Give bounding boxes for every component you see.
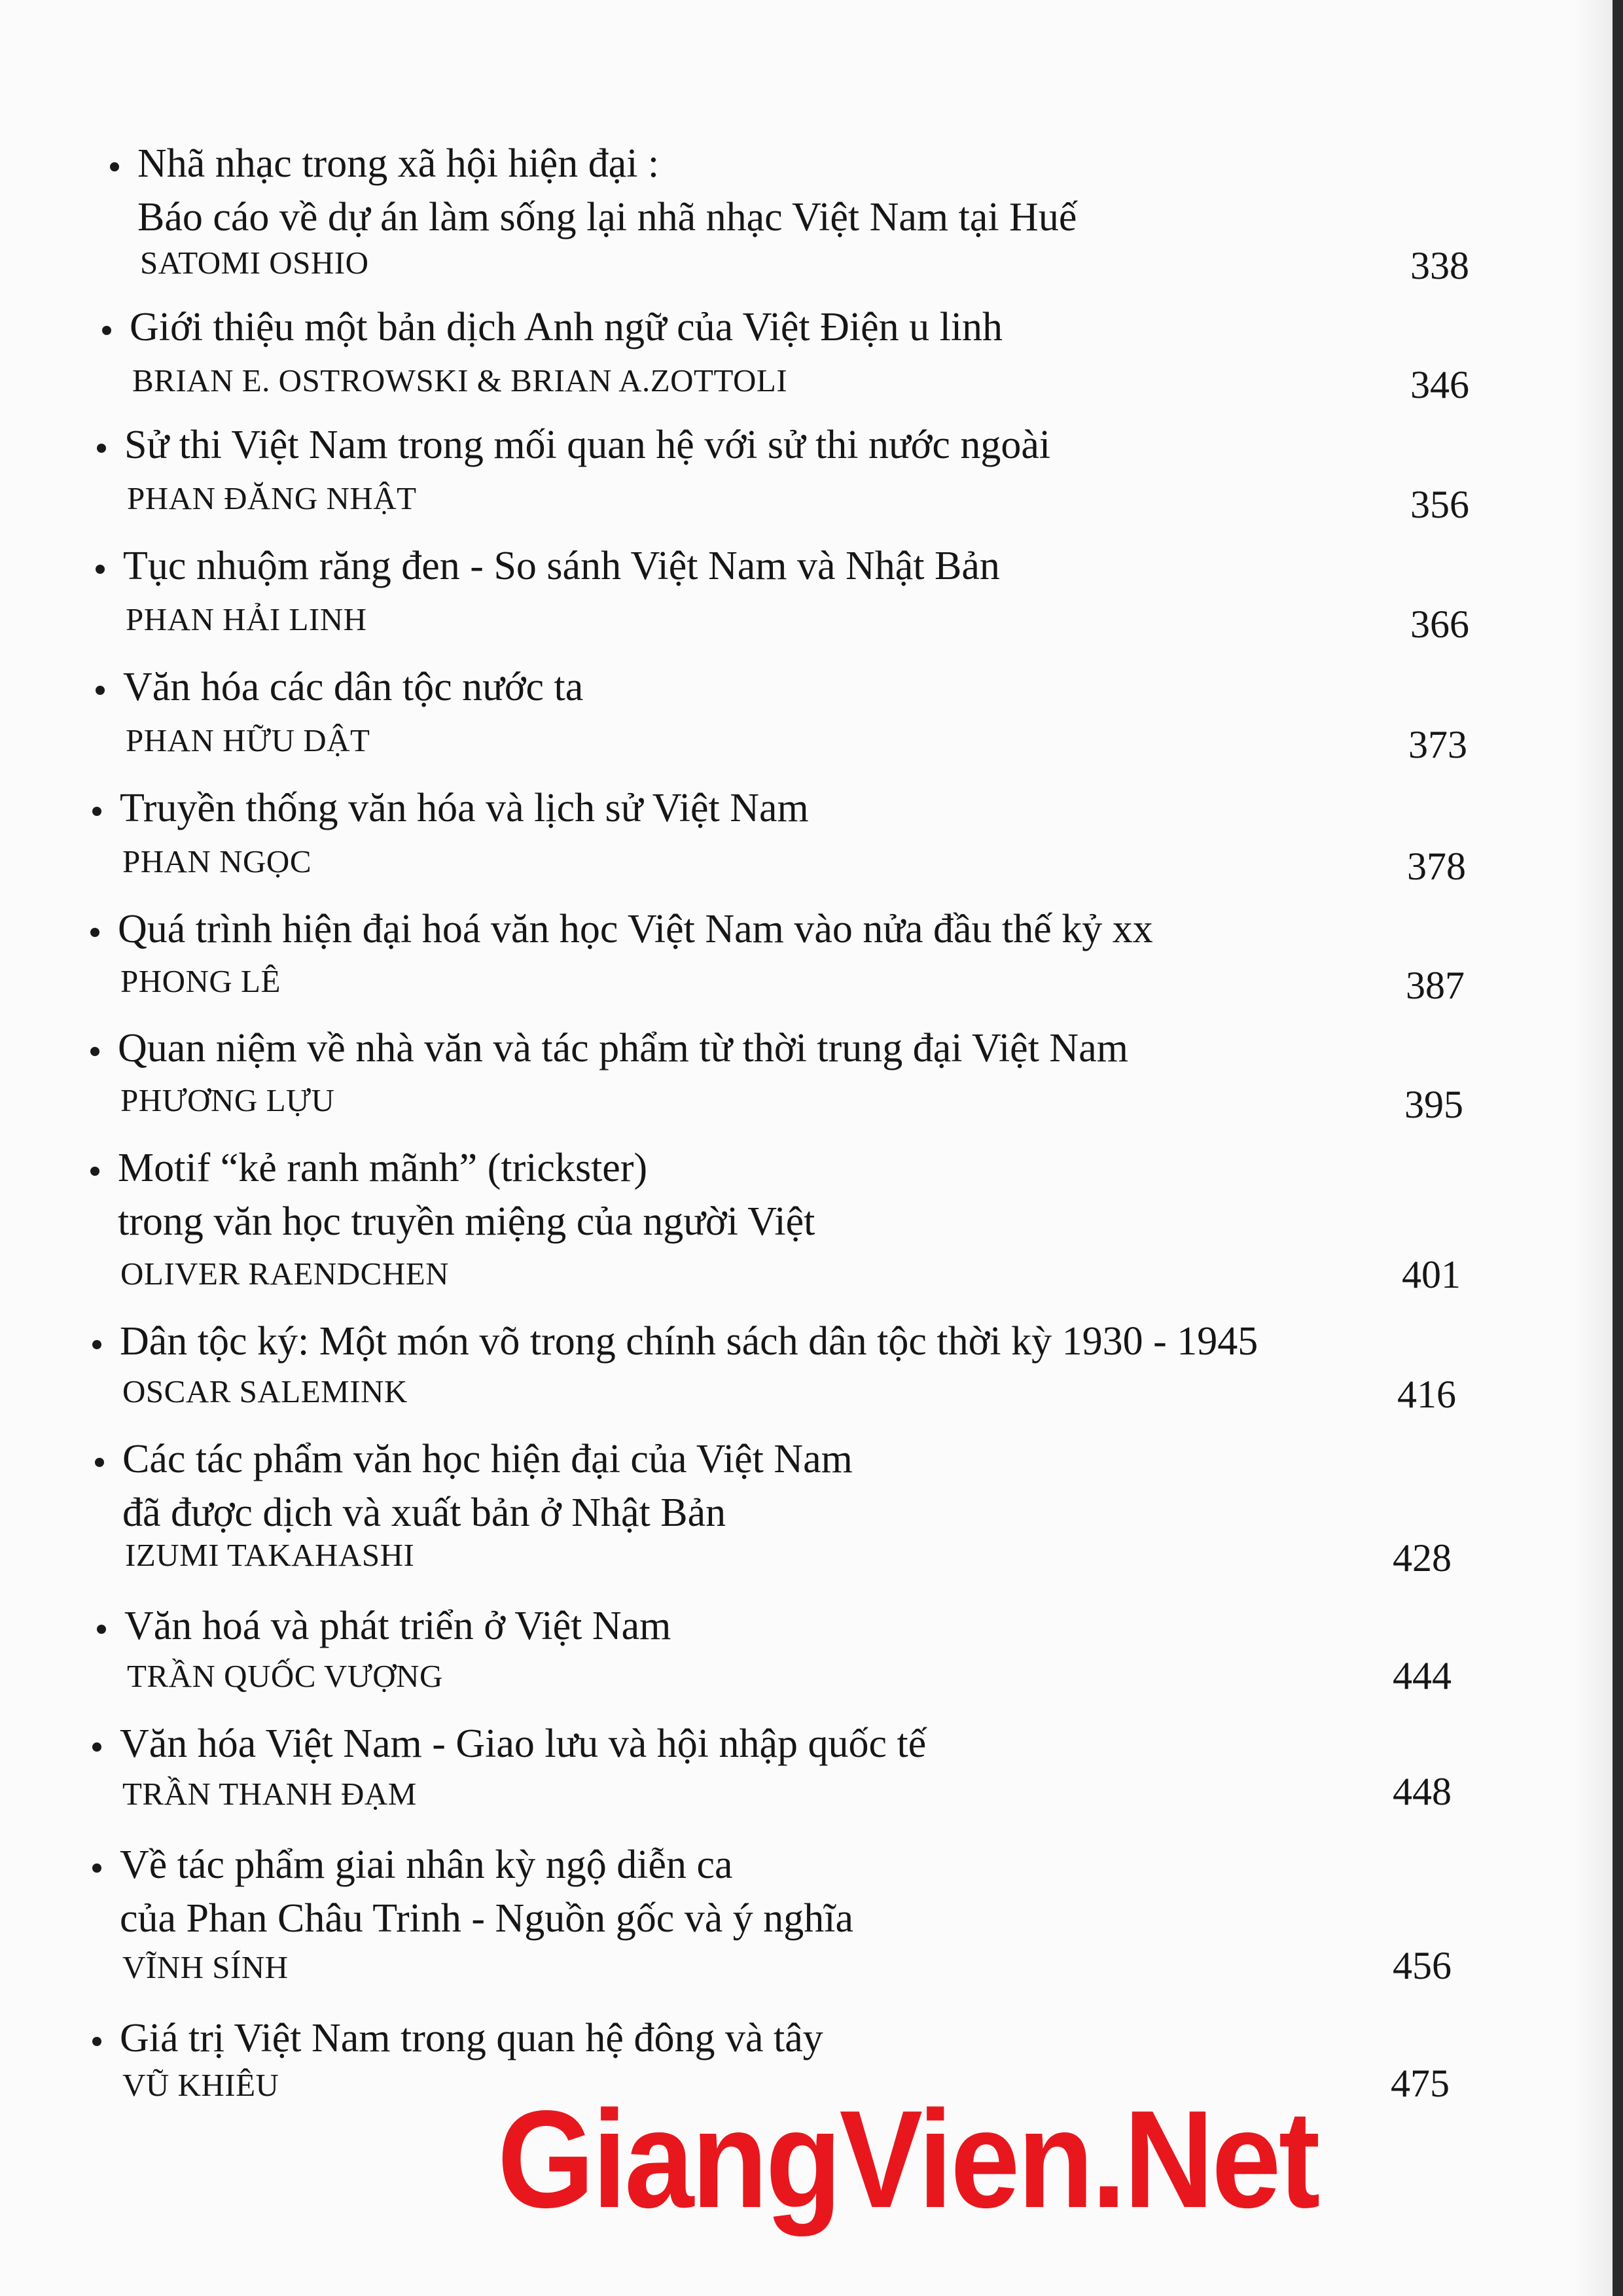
entry-title-line: của Phan Châu Trinh - Nguồn gốc và ý nghĩa [120, 1896, 854, 1941]
bullet-icon [96, 565, 105, 574]
bullet-icon [96, 686, 105, 695]
entry-author: PHAN ĐĂNG NHẬT [127, 480, 417, 516]
bullet-icon [92, 2037, 101, 2046]
entry-page-number: 428 [1393, 1536, 1452, 1580]
entry-page-number: 356 [1410, 483, 1469, 526]
entry-title-line: Sử thi Việt Nam trong mối quan hệ với sử thi nước ngoài [124, 423, 1051, 467]
entry-title-line: Giá trị Việt Nam trong quan hệ đông và tây [120, 2016, 823, 2060]
entry-author: TRẦN QUỐC VƯỢNG [127, 1658, 443, 1694]
entry-author: PHƯƠNG LỰU [120, 1082, 335, 1118]
bullet-icon [92, 807, 101, 816]
entry-author: PHONG LÊ [120, 963, 281, 999]
bullet-icon [90, 928, 99, 937]
entry-page-number: 444 [1393, 1654, 1452, 1697]
entry-page-number: 338 [1410, 244, 1469, 287]
entry-author: TRẦN THANH ĐẠM [122, 1776, 417, 1812]
bullet-icon [90, 1167, 99, 1176]
entry-title-line: Giới thiệu một bản dịch Anh ngữ của Việt Điện u linh [130, 305, 1003, 349]
bullet-icon [90, 1047, 99, 1056]
entry-page-number: 395 [1404, 1083, 1463, 1126]
entry-page-number: 475 [1391, 2062, 1450, 2105]
entry-title-line: Nhã nhạc trong xã hội hiện đại : [137, 141, 660, 186]
entry-author: VĨNH SÍNH [122, 1949, 289, 1985]
entry-author: BRIAN E. OSTROWSKI & BRIAN A.ZOTTOLI [132, 362, 788, 398]
entry-page-number: 448 [1393, 1770, 1452, 1813]
entry-author: PHAN HỮU DẬT [126, 722, 370, 758]
entry-author: PHAN HẢI LINH [126, 601, 367, 637]
binding-edge [1613, 0, 1623, 2296]
entry-title-line: Văn hóa các dân tộc nước ta [123, 665, 584, 709]
entry-title-line: Motif “kẻ ranh mãnh” (trickster) [118, 1146, 648, 1190]
entry-page-number: 456 [1393, 1944, 1452, 1987]
entry-author: OSCAR SALEMINK [122, 1373, 408, 1409]
entry-title-line: Tục nhuộm răng đen - So sánh Việt Nam và Nhật Bản [123, 544, 1000, 588]
entry-page-number: 416 [1397, 1373, 1456, 1416]
entry-page-number: 401 [1402, 1253, 1461, 1296]
entry-author: OLIVER RAENDCHEN [120, 1256, 450, 1292]
binding-shadow [1573, 0, 1613, 2296]
entry-title-line: Các tác phẩm văn học hiện đại của Việt Nam [122, 1437, 853, 1481]
bullet-icon [95, 1458, 104, 1467]
bullet-icon [110, 162, 119, 171]
entry-title-line: Quá trình hiện đại hoá văn học Việt Nam vào nửa đầu thế kỷ xx [118, 907, 1153, 951]
entry-page-number: 373 [1408, 723, 1467, 766]
bullet-icon [97, 1625, 106, 1634]
watermark-logo: GiangVien.Net [497, 2081, 1318, 2236]
bullet-icon [92, 1340, 101, 1349]
entry-title-line: Truyền thống văn hóa và lịch sử Việt Nam [120, 786, 809, 830]
entry-page-number: 387 [1406, 964, 1465, 1007]
entry-page-number: 366 [1410, 603, 1469, 646]
entry-author: SATOMI OSHIO [140, 245, 369, 281]
entry-author: PHAN NGỌC [122, 843, 312, 879]
entry-title-line: Về tác phẩm giai nhân kỳ ngộ diễn ca [120, 1843, 733, 1887]
entry-author: IZUMI TAKAHASHI [125, 1537, 415, 1573]
entry-page-number: 378 [1407, 845, 1466, 888]
entry-title-line: trong văn học truyền miệng của người Việt [118, 1199, 815, 1244]
bullet-icon [102, 326, 111, 335]
entry-author: VŨ KHIÊU [122, 2067, 279, 2103]
bullet-icon [97, 444, 106, 453]
entry-title-line: Văn hoá và phát triển ở Việt Nam [124, 1604, 671, 1648]
entry-title-line: Dân tộc ký: Một món võ trong chính sách dân tộc thời kỳ 1930 - 1945 [120, 1319, 1258, 1364]
entry-title-line: đã được dịch và xuất bản ở Nhật Bản [122, 1491, 726, 1535]
bullet-icon [92, 1863, 101, 1873]
bullet-icon [92, 1742, 101, 1752]
entry-title-line: Văn hóa Việt Nam - Giao lưu và hội nhập quốc tế [120, 1722, 927, 1766]
entry-title-line: Báo cáo về dự án làm sống lại nhã nhạc Việt Nam tại Huế [137, 195, 1077, 239]
entry-page-number: 346 [1410, 363, 1469, 406]
entry-title-line: Quan niệm về nhà văn và tác phẩm từ thời trung đại Việt Nam [118, 1026, 1128, 1070]
